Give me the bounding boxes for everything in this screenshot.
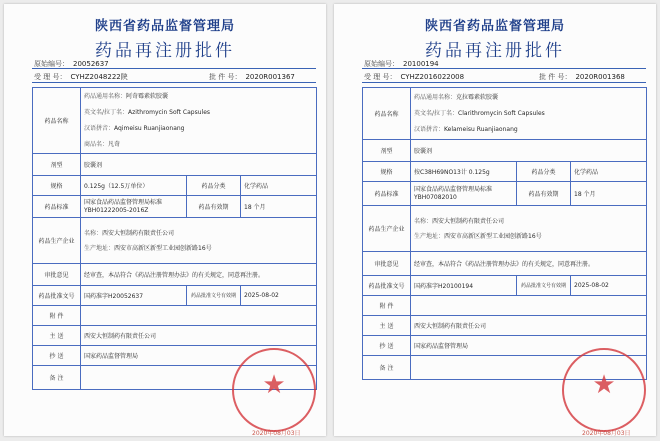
row-label: 剂型 <box>363 140 411 162</box>
table-row <box>363 206 647 252</box>
row-label: 规格 <box>363 162 411 182</box>
row-label: 药品批准文号 <box>363 276 411 296</box>
row-label: 药品批准文号有效期 <box>187 286 241 306</box>
english-name: 英文名/拉丁名：Azithromycin Soft Capsules <box>84 108 211 116</box>
issuing-agency: 陕西省药品监督管理局 <box>424 19 565 34</box>
table-row <box>33 154 317 176</box>
stamp-date: 2020年08月03日 <box>252 430 301 437</box>
specification: 0.125g（12.5万单位） <box>81 176 187 196</box>
table-row <box>363 276 647 296</box>
approval-valid-until: 2025-08-02 <box>241 286 317 306</box>
approval-number: 国药准字H20052637 <box>81 286 187 306</box>
row-label: 药品有效期 <box>517 182 571 206</box>
shelf-life: 18 个月 <box>241 196 317 218</box>
row-label: 抄 送 <box>363 336 411 356</box>
receipt-number: 受 理 号： CYHZ2048222陕 <box>34 73 128 81</box>
table-row <box>33 218 317 264</box>
product-name: 商品名：凡奇 <box>84 140 121 148</box>
row-label: 药品批准文号 <box>33 286 81 306</box>
official-seal <box>562 348 646 432</box>
official-seal <box>232 348 316 432</box>
header-rule <box>32 68 316 69</box>
left-approval-document <box>4 4 326 436</box>
header-rule <box>362 68 646 69</box>
common-name: 药品通用名称：克拉霉素软胶囊 <box>414 93 499 101</box>
row-label: 剂型 <box>33 154 81 176</box>
drug-standard: 国家食品药品监督管理局标准 YBH01222005-2016Z <box>81 196 187 218</box>
row-label: 备 注 <box>33 366 81 390</box>
approval-document-number: 批 件 号： 2020R001368 <box>539 73 625 81</box>
drug-category: 化学药品 <box>571 162 647 182</box>
approval-number: 国药准字H20100194 <box>411 276 517 296</box>
approval-document-number: 批 件 号： 2020R001367 <box>209 73 295 81</box>
table-row <box>33 326 317 346</box>
document-title: 药品再注册批件 <box>95 41 235 61</box>
right-approval-document <box>334 4 656 436</box>
cc-recipient: 国家药品监督管理局 <box>411 336 647 356</box>
drug-standard: 国家食品药品监督管理局标准 YBH07082010 <box>411 182 517 206</box>
stamp-date: 2020年08月03日 <box>582 430 631 437</box>
approval-table <box>362 87 647 380</box>
table-row <box>363 182 647 206</box>
row-label: 主 送 <box>33 326 81 346</box>
manufacturer-address: 生产地址：西安市高新区新型工业园创新路16号 <box>84 244 212 252</box>
row-label: 药品标准 <box>363 182 411 206</box>
dosage-form: 胶囊剂 <box>81 154 317 176</box>
row-label: 主 送 <box>363 316 411 336</box>
row-label: 规格 <box>33 176 81 196</box>
issuing-agency: 陕西省药品监督管理局 <box>94 19 235 34</box>
manufacturer-name: 名称：西安大恒制药有限责任公司 <box>84 229 175 237</box>
attachment <box>81 306 317 326</box>
row-label: 审批意见 <box>363 252 411 276</box>
common-name: 药品通用名称：阿奇霉素软胶囊 <box>84 92 169 100</box>
dosage-form: 胶囊剂 <box>411 140 647 162</box>
star-icon: ★ <box>262 370 286 400</box>
manufacturer-address: 生产地址：西安市高新区新型工业园创新路16号 <box>414 232 542 240</box>
primary-recipient: 西安大恒制药有限责任公司 <box>81 326 317 346</box>
document-title: 药品再注册批件 <box>425 41 565 61</box>
attachment <box>411 296 647 316</box>
original-number: 原始编号： 20052637 <box>34 60 109 68</box>
english-name: 英文名/拉丁名：Clarithromycin Soft Capsules <box>414 109 545 117</box>
table-row <box>363 316 647 336</box>
table-row <box>33 286 317 306</box>
row-label: 审批意见 <box>33 264 81 286</box>
header-rule <box>362 82 646 83</box>
pinyin-name: 汉语拼音：Aqimeisu Ruanjiaonang <box>84 124 185 132</box>
table-row <box>33 88 317 154</box>
table-row <box>363 252 647 276</box>
table-row <box>33 176 317 196</box>
table-row <box>363 140 647 162</box>
row-label: 药品生产企业 <box>363 206 411 252</box>
row-label: 药品批准文号有效期 <box>517 276 571 296</box>
table-row <box>33 264 317 286</box>
approval-opinion: 经审查，本品符合《药品注册管理办法》的有关规定，同意再注册。 <box>411 252 647 276</box>
table-row <box>363 162 647 182</box>
receipt-number: 受 理 号： CYHZ2016022008 <box>364 73 465 81</box>
shelf-life: 18 个月 <box>571 182 647 206</box>
row-label: 药品分类 <box>517 162 571 182</box>
header-rule <box>32 82 316 83</box>
specification: 按C38H69NO13计 0.125g <box>411 162 517 182</box>
table-row <box>33 196 317 218</box>
table-row <box>363 88 647 140</box>
row-label: 药品分类 <box>187 176 241 196</box>
row-label: 抄 送 <box>33 346 81 366</box>
primary-recipient: 西安大恒制药有限责任公司 <box>411 316 647 336</box>
row-label: 药品有效期 <box>187 196 241 218</box>
original-number: 原始编号： 20100194 <box>364 60 439 68</box>
approval-opinion: 经审查，本品符合《药品注册管理办法》的有关规定，同意再注册。 <box>81 264 317 286</box>
row-label: 附 件 <box>363 296 411 316</box>
row-label: 药品标准 <box>33 196 81 218</box>
approval-valid-until: 2025-08-02 <box>571 276 647 296</box>
table-row <box>33 306 317 326</box>
manufacturer-name: 名称：西安大恒制药有限责任公司 <box>414 217 505 225</box>
row-label: 药品名称 <box>363 88 411 140</box>
drug-category: 化学药品 <box>241 176 317 196</box>
table-row <box>363 296 647 316</box>
pinyin-name: 汉语拼音：Kelameisu Ruanjiaonang <box>414 125 518 133</box>
row-label: 备 注 <box>363 356 411 380</box>
row-label: 附 件 <box>33 306 81 326</box>
approval-table <box>32 87 317 390</box>
star-icon: ★ <box>592 370 616 400</box>
row-label: 药品名称 <box>33 88 81 154</box>
cc-recipient: 国家药品监督管理局 <box>81 346 317 366</box>
row-label: 药品生产企业 <box>33 218 81 264</box>
